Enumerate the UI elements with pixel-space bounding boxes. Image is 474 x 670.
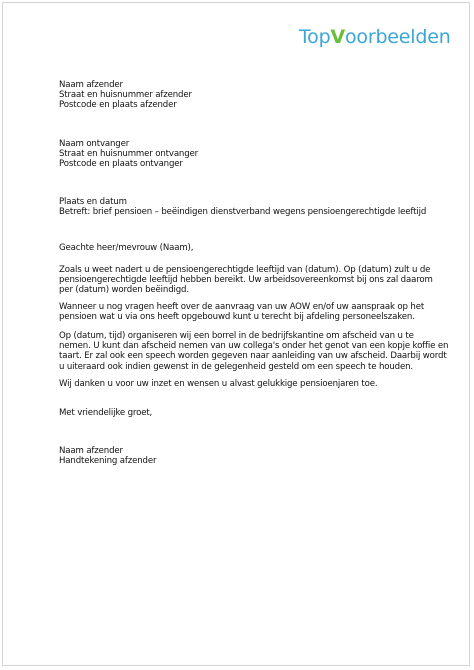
signature-name: Naam afzender — [59, 446, 123, 456]
paragraph-line: Zoals u weet nadert u de pensioengerechtigde leeftijd van (datum). Op (datum) zult u de — [59, 265, 431, 275]
paragraph-3 — [59, 331, 454, 372]
place-date: Plaats en datum — [59, 197, 127, 207]
sender-name: Naam afzender — [59, 80, 123, 90]
sender-address — [59, 80, 454, 111]
salutation-text: Geachte heer/mevrouw (Naam), — [59, 243, 194, 253]
salutation — [59, 243, 454, 253]
paragraph-line: pensioen wat u via ons heeft opgebouwd kunt u terecht bij afdeling personeelszaken. — [59, 312, 415, 323]
paragraph-4 — [59, 379, 454, 389]
paragraph-line: Wanneer u nog vragen heeft over de aanvraag van uw AOW en/of uw aanspraak op het — [59, 302, 425, 312]
sender-street: Straat en huisnummer afzender — [59, 90, 192, 101]
paragraph-line: nemen. U kunt dan afscheid nemen van uw collega's onder het genot van een kopje koffie en — [59, 341, 449, 352]
logo-text-top: Top — [299, 26, 331, 48]
paragraph-1 — [59, 265, 454, 296]
sender-postcode: Postcode en plaats afzender — [59, 100, 177, 111]
site-logo — [299, 26, 451, 48]
subject-line: Betreft: brief pensioen – beëindigen dienstverband wegens pensioengerechtigde leeftijd — [59, 207, 427, 218]
recipient-street: Straat en huisnummer ontvanger — [59, 149, 199, 160]
place-date-subject — [59, 197, 454, 217]
recipient-name: Naam ontvanger — [59, 139, 130, 149]
logo-text-voorbeelden: oorbeelden — [344, 26, 451, 48]
paragraph-line: Wij danken u voor uw inzet en wensen u alvast gelukkige pensioenjaren toe. — [59, 379, 378, 389]
recipient-address — [59, 139, 454, 170]
paragraph-line: pensioengerechtigde leeftijd hebben bereikt. Uw arbeidsovereenkomst bij ons zal daarom — [59, 275, 433, 286]
paragraph-line: taart. Er zal ook een speech worden gegeven naar aanleiding van uw afscheid. Daarbij wordt — [59, 351, 447, 362]
paragraph-line: u uiteraard ook indien gewenst in de gelegenheid gesteld om een speech te houden. — [59, 361, 413, 372]
paragraph-line: Op (datum, tijd) organiseren wij een borrel in de bedrijfskantine om afscheid van u te — [59, 331, 414, 341]
signature-block — [59, 446, 454, 466]
recipient-postcode: Postcode en plaats ontvanger — [59, 159, 183, 170]
paragraph-line: per (datum) worden beëindigd. — [59, 285, 189, 296]
signature-handwritten: Handtekening afzender — [59, 456, 157, 467]
closing-text: Met vriendelijke groet, — [59, 408, 153, 418]
logo-check-v: V — [330, 26, 345, 48]
closing — [59, 408, 454, 418]
paragraph-2 — [59, 302, 454, 322]
